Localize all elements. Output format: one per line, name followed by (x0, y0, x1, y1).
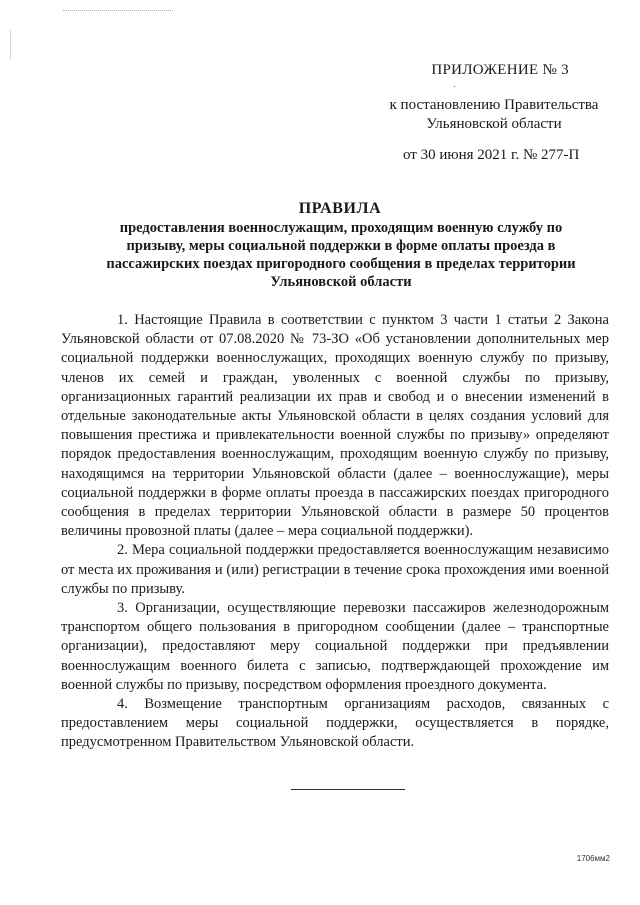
paragraph-3: 3. Организации, осуществляющие перевозки пассажиров железнодорожным транспортом общего пользования в пригородном сообщении (далее – транспортные организации), предоставляют меру социальной поддержки при предъявлении военнослужащим военного билета с записью, подтверждающей прохождение им военной службы по призыву, посредством оформления проездного документа. (61, 600, 609, 693)
document-subtitle: предоставления военнослужащим, проходящим военную службу по призыву, меры социальной поддержки в форме оплаты проезда в пассажирских поездах пригородного сообщения в пределах территории Ульяновской области (106, 220, 576, 290)
scan-mark-left (10, 30, 12, 60)
end-separator-line (291, 789, 405, 790)
decree-reference-line-2: Ульяновской области (426, 116, 562, 132)
decree-reference-line-1: к постановлению Правительства (389, 97, 599, 113)
annex-number: ПРИЛОЖЕНИЕ № 3 (431, 62, 569, 78)
scan-mark-top (63, 10, 173, 12)
decree-reference (384, 96, 604, 134)
paragraph-4: 4. Возмещение транспортным организациям расходов, связанных с предоставлением меры социальной поддержки, осуществляется в порядке, предусмотренном Правительством Ульяновской области. (61, 696, 609, 751)
document-code: 1706мм2 (576, 854, 610, 863)
decree-date: от 30 июня 2021 г. № 277-П (403, 147, 580, 163)
paragraph-2: 2. Мера социальной поддержки предоставляется военнослужащим независимо от места их проживания и (или) регистрации в течение срока прохождения ими военной службы по призыву. (61, 542, 609, 597)
document-title: ПРАВИЛА (298, 200, 382, 217)
document-body (61, 311, 609, 753)
paragraph-1: 1. Настоящие Правила в соответствии с пунктом 3 части 1 статьи 2 Закона Ульяновской области от 07.08.2020 № 73-ЗО «Об установлении дополнительных мер социальной поддержки военнослужащих, проходящих военную службу по призыву, членов их семей и граждан, уволенных с военной службы по призыву, организационных гарантий реализации их прав и свобод и о внесении изменений в отдельные законодательные акты Ульяновской области в целях создания условий для повышения престижа и привлекательности военной службы по призыву» определяют порядок предоставления военнослужащим, проходящим военную службу по призыву, находящимся на территории Ульяновской области (далее – военнослужащие), меры социальной поддержки в форме оплаты проезда в пассажирских поездах пригородного сообщения в пределах территории Ульяновской области в размере 50 процентов величины провозной платы (далее – мера социальной поддержки). (61, 312, 609, 540)
scan-tick-mark: - (453, 82, 456, 91)
